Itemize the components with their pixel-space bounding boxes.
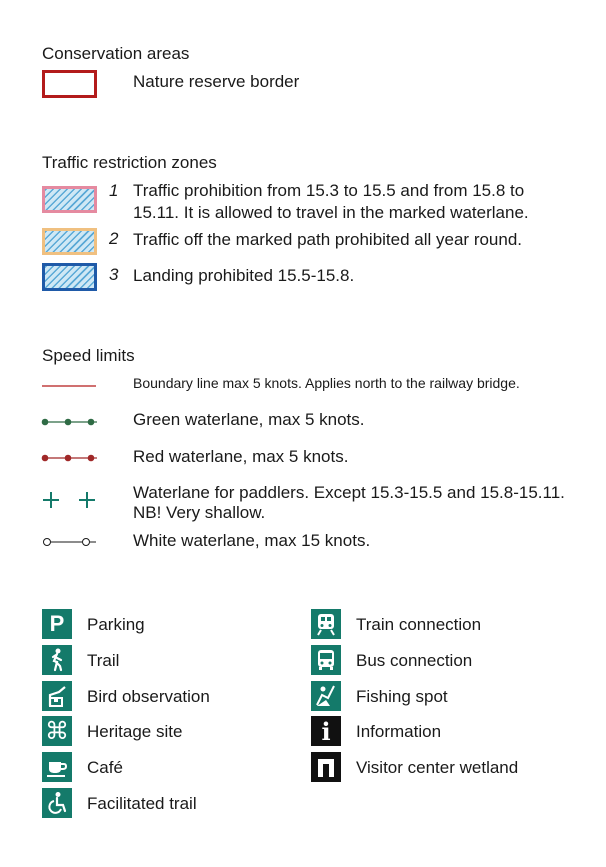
legend-item-trail: Trail: [87, 651, 120, 670]
legend-item-information: Information: [356, 722, 442, 741]
parking-glyph: P: [49, 611, 65, 636]
legend-item-fishing-spot: Fishing spot: [356, 687, 448, 706]
zone-3-swatch: [42, 263, 97, 291]
heritage-glyph: ⌘: [45, 717, 69, 745]
nature-reserve-swatch: [42, 70, 97, 98]
nature-reserve-label: Nature reserve border: [133, 72, 300, 91]
train-icon: [311, 609, 341, 639]
info-glyph: i: [321, 716, 331, 746]
boundary-line-label: Boundary line max 5 knots. Applies north to the railway bridge.: [133, 375, 520, 391]
legend-item-heritage-site: Heritage site: [87, 722, 183, 741]
paddler-waterlane-label-line2: NB! Very shallow.: [133, 503, 266, 522]
zone-2-number: 2: [109, 229, 119, 248]
zone-2-swatch: [42, 228, 97, 255]
wheelchair-icon: [42, 788, 72, 818]
speed-heading: Speed limits: [42, 346, 135, 365]
cafe-icon: [42, 752, 72, 782]
heritage-icon: [42, 716, 72, 746]
legend-item-parking: Parking: [87, 615, 145, 634]
zone-1-swatch: [42, 186, 97, 213]
zone-1-label-line1: Traffic prohibition from 15.3 to 15.5 and from 15.8 to: [133, 181, 525, 200]
visitor-center-icon: [311, 752, 341, 782]
boundary-line-symbol: [42, 383, 98, 389]
zone-1-label-line2: 15.11. It is allowed to travel in the marked waterlane.: [133, 203, 529, 222]
fishing-icon: [311, 681, 341, 711]
legend-item-cafe: Café: [87, 758, 123, 777]
green-waterlane-symbol: [41, 416, 99, 428]
bird-hide-icon: [42, 681, 72, 711]
info-icon: [311, 716, 341, 746]
zone-3-label: Landing prohibited 15.5-15.8.: [133, 266, 355, 285]
zone-2-label: Traffic off the marked path prohibited all year round.: [133, 230, 523, 249]
zone-3-number: 3: [109, 265, 119, 284]
hiker-icon: [42, 645, 72, 675]
legend-item-visitor-center: Visitor center wetland: [356, 758, 519, 777]
bus-icon: [311, 645, 341, 675]
white-waterlane-label: White waterlane, max 15 knots.: [133, 531, 371, 550]
red-waterlane-label: Red waterlane, max 5 knots.: [133, 447, 349, 466]
traffic-heading: Traffic restriction zones: [42, 153, 217, 172]
zone-1-number: 1: [109, 181, 119, 200]
red-waterlane-symbol: [41, 452, 99, 464]
paddler-waterlane-label-line1: Waterlane for paddlers. Except 15.3-15.5 and 15.8-15.11.: [133, 483, 565, 502]
paddler-waterlane-symbol: [40, 490, 100, 510]
green-waterlane-label: Green waterlane, max 5 knots.: [133, 410, 365, 429]
parking-icon: [42, 609, 72, 639]
legend-item-bird-observation: Bird observation: [87, 687, 210, 706]
conservation-heading: Conservation areas: [42, 44, 190, 63]
white-waterlane-symbol: [40, 536, 100, 548]
legend-item-bus-connection: Bus connection: [356, 651, 473, 670]
legend-item-facilitated-trail: Facilitated trail: [87, 794, 197, 813]
legend-item-train-connection: Train connection: [356, 615, 482, 634]
